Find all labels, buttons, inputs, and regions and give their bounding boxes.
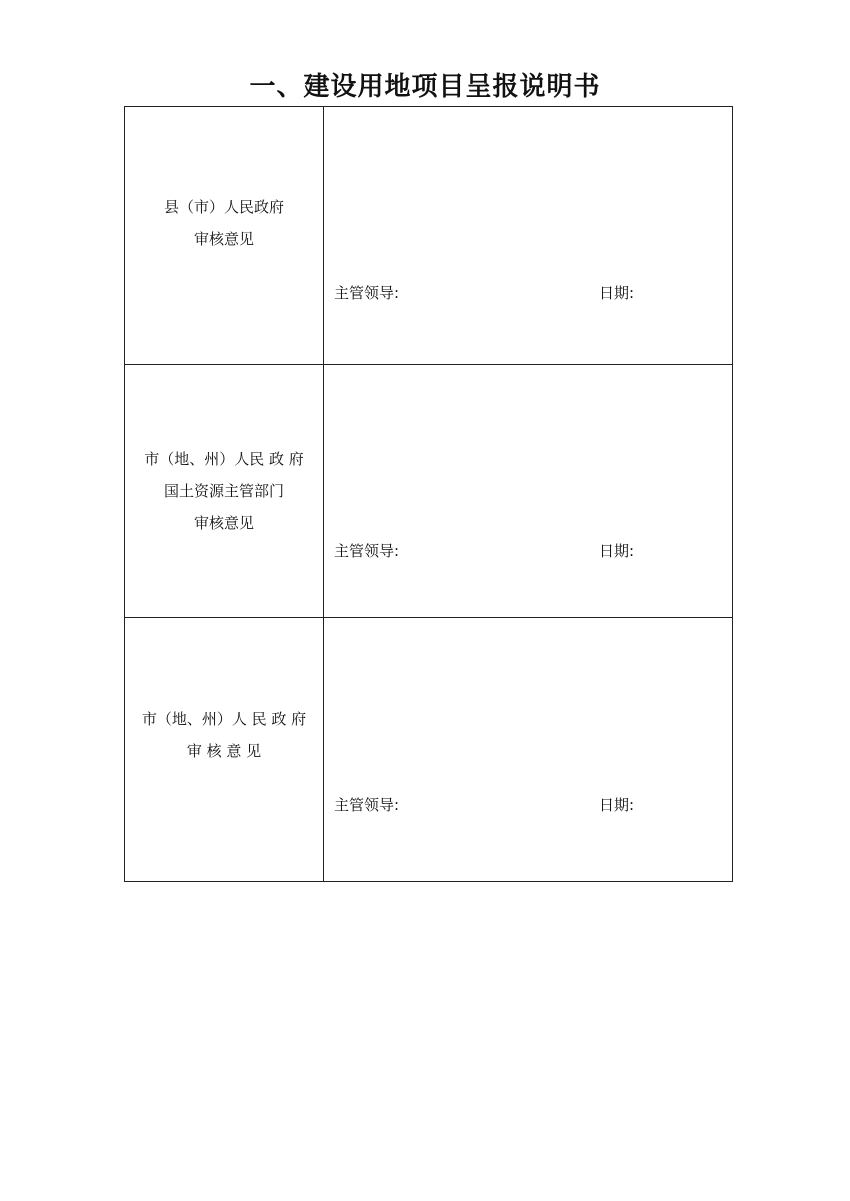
date-label: 日期:: [599, 284, 635, 302]
row-label-line: 审核意见: [193, 229, 254, 248]
leader-signature-label: 主管领导:: [334, 284, 400, 302]
row-label-line: 审核意见: [193, 514, 254, 532]
leader-signature-label: 主管领导:: [334, 542, 400, 560]
date-label: 日期:: [599, 542, 635, 560]
row-label-line: 市（地、州）人 民 政 府: [141, 709, 307, 728]
row-label-line: 市（地、州）人民 政 府: [144, 450, 304, 468]
county-government-review-row: [125, 107, 732, 364]
city-land-resources-review-row: [125, 364, 732, 617]
city-government-review-row: [125, 617, 732, 881]
row-label: [125, 365, 324, 617]
leader-signature-label: 主管领导:: [334, 796, 400, 814]
row-label: [125, 107, 324, 364]
page-title: 一、建设用地项目呈报说明书: [249, 72, 601, 102]
review-opinion-table: [124, 106, 733, 882]
date-label: 日期:: [599, 796, 635, 814]
row-label-line: 县（市）人民政府: [163, 197, 284, 216]
row-label: [125, 618, 324, 881]
row-label-line: 审 核 意 见: [186, 741, 262, 760]
row-label-line: 国土资源主管部门: [163, 482, 284, 500]
